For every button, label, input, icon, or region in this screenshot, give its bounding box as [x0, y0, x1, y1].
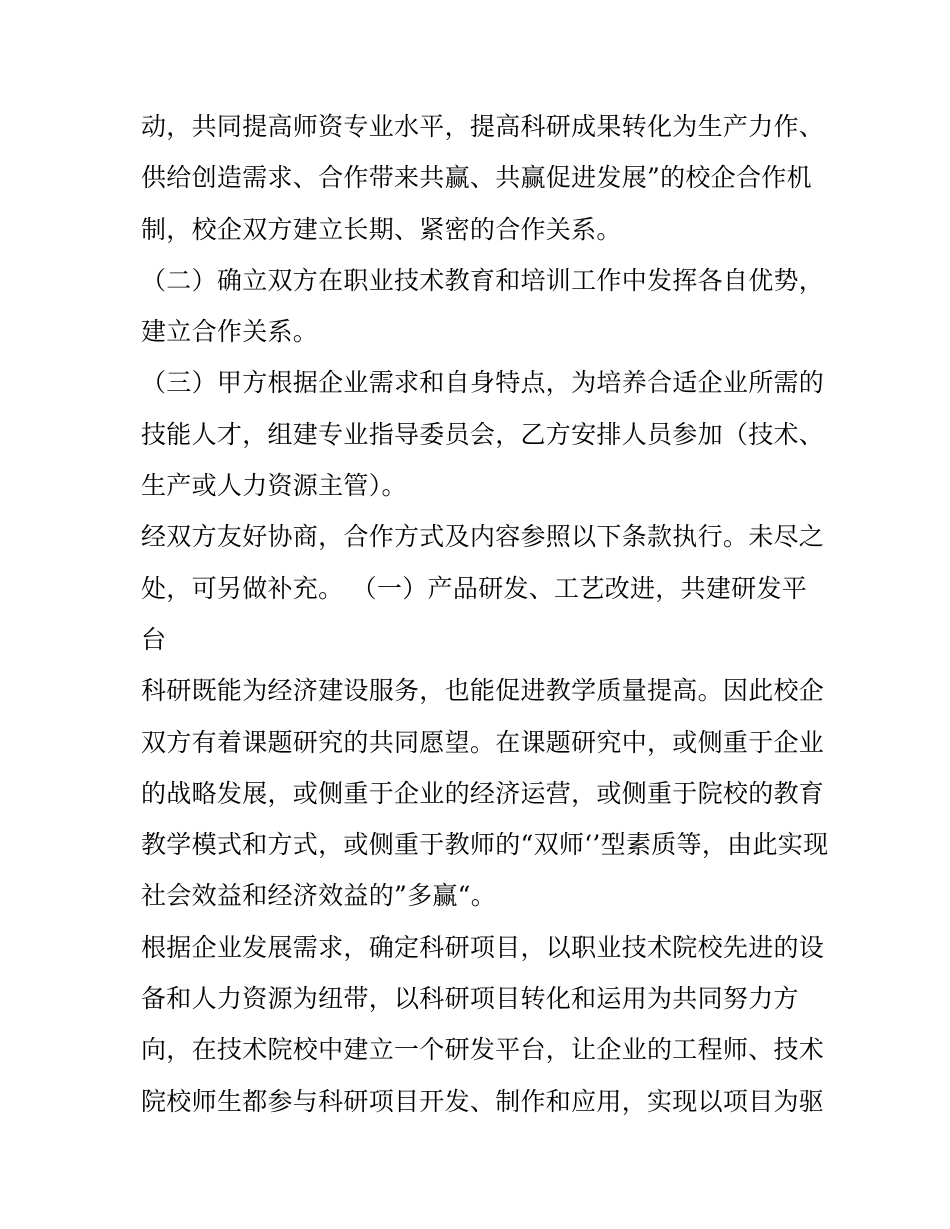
text-line: 根据企业发展需求，确定科研项目，以职业技术院校先进的设	[141, 932, 825, 962]
text-line: 经双方友好协商，合作方式及内容参照以下条款执行。未尽之	[141, 522, 825, 552]
text-line: 科研既能为经济建设服务，也能促进教学质量提高。因此校企	[141, 676, 825, 706]
text-line: 建立合作关系。	[141, 317, 319, 347]
text-line: 供给创造需求、合作带来共赢、共赢促进发展”的校企合作机	[141, 163, 812, 193]
text-line: 台	[141, 624, 167, 654]
text-line: 向，在技术院校中建立一个研发平台，让企业的工程师、技术	[141, 1035, 825, 1065]
text-line: （二）确立双方在职业技术教育和培训工作中发挥各自优势，	[141, 265, 825, 295]
text-line: 社会效益和经济效益的”多赢“。	[141, 881, 497, 911]
text-line: 双方有着课题研究的共同愿望。在课题研究中，或侧重于企业	[141, 727, 825, 757]
text-line: 生产或人力资源主管）。	[141, 471, 407, 501]
text-line: 备和人力资源为纽带，以科研项目转化和运用为共同努力方	[141, 984, 799, 1014]
text-line: 动，共同提高师资专业水平，提高科研成果转化为生产力作、	[141, 112, 825, 141]
text-line: 教学模式和方式，或侧重于教师的“双师‘’型素质等，由此实现	[141, 830, 829, 860]
text-line: （三）甲方根据企业需求和自身特点，为培养合适企业所需的	[141, 368, 825, 398]
text-line: 院校师生都参与科研项目开发、制作和应用，实现以项目为驱	[141, 1086, 825, 1116]
document-body	[141, 101, 829, 1127]
text-line: 技能人才，组建专业指导委员会，乙方安排人员参加（技术、	[141, 419, 825, 449]
text-line: 的战略发展，或侧重于企业的经济运营，或侧重于院校的教育	[141, 778, 825, 808]
text-line: 制，校企双方建立长期、紧密的合作关系。	[141, 214, 622, 244]
text-line: 处，可另做补充。 （一）产品研发、工艺改进，共建研发平	[141, 573, 808, 603]
